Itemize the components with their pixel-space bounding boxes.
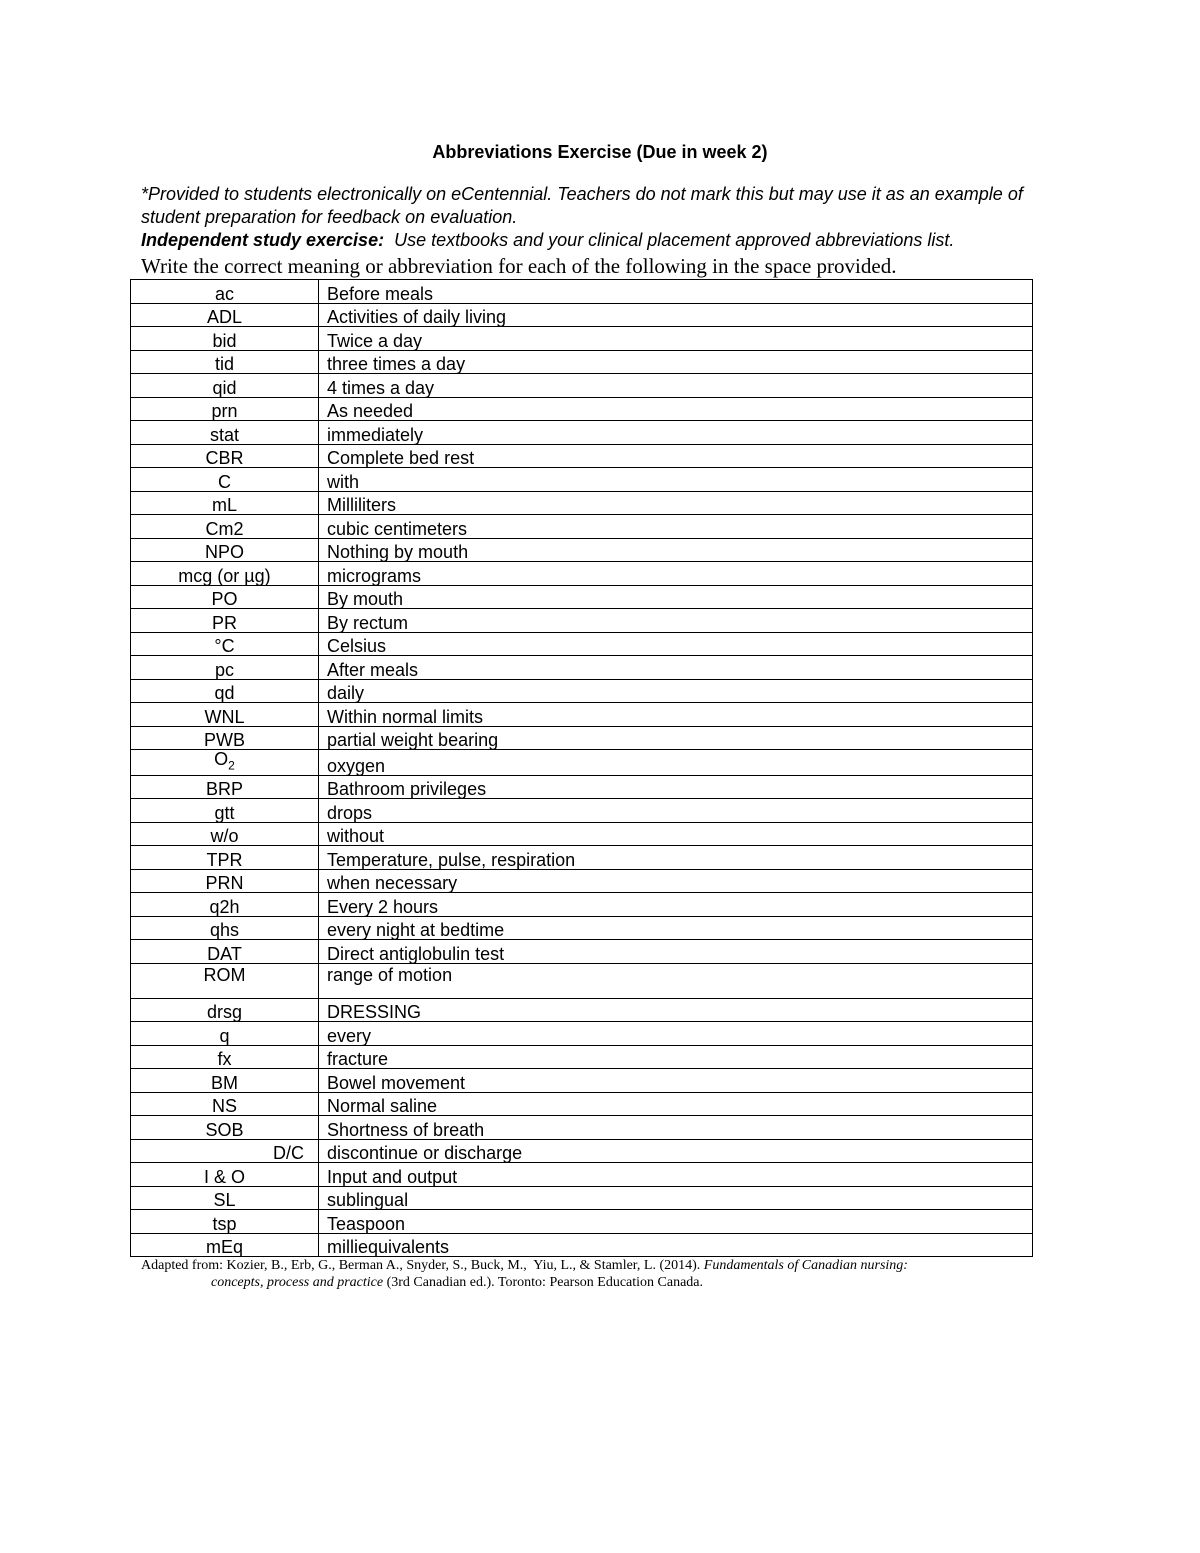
abbreviation-text: Cm2 [205, 518, 244, 539]
abbreviation-cell [131, 491, 319, 515]
abbreviation-cell [131, 869, 319, 893]
abbreviation-cell [131, 822, 319, 846]
abbreviation-cell [131, 750, 319, 776]
abbreviation-cell [131, 280, 319, 304]
abbreviation-cell [131, 998, 319, 1022]
meaning-cell: without [319, 822, 1033, 846]
abbreviation-cell [131, 1045, 319, 1069]
meaning-cell: every night at bedtime [319, 916, 1033, 940]
abbreviation-cell [131, 1163, 319, 1187]
meaning-cell: when necessary [319, 869, 1033, 893]
abbreviation-text: NS [211, 1096, 237, 1117]
meaning-cell: cubic centimeters [319, 515, 1033, 539]
study-exercise-label: Independent study exercise: [141, 230, 385, 250]
meaning-cell: Temperature, pulse, respiration [319, 846, 1033, 870]
meaning-cell: sublingual [319, 1186, 1033, 1210]
table-row [131, 1022, 1033, 1046]
abbreviation-text: WNL [204, 706, 245, 727]
abbreviation-text: TPR [206, 849, 243, 870]
table-row [131, 893, 1033, 917]
table-row [131, 632, 1033, 656]
table-row [131, 916, 1033, 940]
meaning-cell: range of motion [319, 963, 1033, 998]
abbreviation-text: SOB [205, 1119, 244, 1140]
table-row [131, 1116, 1033, 1140]
abbreviations-table [130, 279, 1033, 1257]
abbreviation-text: qid [212, 377, 237, 398]
instruction-text: Write the correct meaning or abbreviation for each of the following in the space provided. [141, 254, 897, 278]
abbreviation-text: SL [213, 1190, 236, 1211]
table-row [131, 468, 1033, 492]
meaning-cell: fracture [319, 1045, 1033, 1069]
abbreviation-text: w/o [210, 826, 239, 847]
meaning-cell: discontinue or discharge [319, 1139, 1033, 1163]
abbreviation-cell [131, 515, 319, 539]
table-row [131, 799, 1033, 823]
abbreviation-cell [131, 893, 319, 917]
table-row [131, 940, 1033, 964]
meaning-cell: milliequivalents [319, 1233, 1033, 1257]
abbreviation-text: D/C [273, 1143, 304, 1164]
table-row [131, 515, 1033, 539]
abbreviation-cell [131, 397, 319, 421]
meaning-cell: Normal saline [319, 1092, 1033, 1116]
meaning-cell: Milliliters [319, 491, 1033, 515]
abbreviation-text: tid [214, 354, 234, 374]
abbreviation-text: °C [214, 636, 235, 656]
abbreviation-text: CBR [205, 448, 244, 468]
table-row [131, 869, 1033, 893]
table-row [131, 822, 1033, 846]
table-row [131, 679, 1033, 703]
meaning-cell: Nothing by mouth [319, 538, 1033, 562]
meaning-cell: 4 times a day [319, 374, 1033, 398]
table-row [131, 1092, 1033, 1116]
table-row [131, 998, 1033, 1022]
abbreviation-cell [131, 1210, 319, 1234]
meaning-cell: Shortness of breath [319, 1116, 1033, 1140]
abbreviation-text: PRN [205, 873, 244, 894]
abbreviation-cell [131, 726, 319, 750]
citation-book-title-part-2: concepts, process and practice [211, 1275, 384, 1290]
table-row [131, 562, 1033, 586]
table-row [131, 303, 1033, 327]
table-row [131, 374, 1033, 398]
abbreviation-cell [131, 656, 319, 680]
meaning-cell: Within normal limits [319, 703, 1033, 727]
abbreviation-text: PR [211, 612, 237, 633]
abbreviation-cell [131, 846, 319, 870]
abbreviation-cell [131, 374, 319, 398]
table-row [131, 585, 1033, 609]
abbreviation-text: NPO [204, 542, 244, 562]
meaning-cell: Input and output [319, 1163, 1033, 1187]
abbreviation-text: bid [212, 330, 237, 351]
abbreviation-cell [131, 444, 319, 468]
table-row [131, 538, 1033, 562]
abbreviation-text: mEq [205, 1237, 243, 1258]
meaning-cell: Bathroom privileges [319, 775, 1033, 799]
table-row [131, 1045, 1033, 1069]
meaning-cell: Every 2 hours [319, 893, 1033, 917]
meaning-cell: three times a day [319, 350, 1033, 374]
study-exercise-line [141, 229, 1041, 252]
table-row [131, 350, 1033, 374]
intro-block [141, 183, 1041, 252]
table-row [131, 397, 1033, 421]
table-row [131, 280, 1033, 304]
abbreviation-cell [131, 1092, 319, 1116]
abbreviation-cell [131, 327, 319, 351]
citation-line-1 [141, 1257, 1041, 1274]
table-row [131, 491, 1033, 515]
citation-suffix: (3rd Canadian ed.). Toronto: Pearson Education Canada. [383, 1275, 704, 1290]
meaning-cell: Twice a day [319, 327, 1033, 351]
abbreviation-text: q [219, 1025, 230, 1046]
meaning-cell: Bowel movement [319, 1069, 1033, 1093]
abbreviation-cell [131, 1139, 319, 1163]
abbreviation-text: ROM [203, 964, 246, 985]
meaning-cell: every [319, 1022, 1033, 1046]
study-exercise-text: Use textbooks and your clinical placement approved abbreviations list. [384, 230, 955, 250]
abbreviation-cell [131, 421, 319, 445]
abbreviation-text: BM [211, 1072, 238, 1093]
abbreviation-text: drsg [206, 1002, 242, 1023]
table-row [131, 656, 1033, 680]
meaning-cell: oxygen [319, 750, 1033, 776]
table-row [131, 1186, 1033, 1210]
abbreviation-cell [131, 703, 319, 727]
abbreviation-cell [131, 1233, 319, 1257]
abbreviation-cell [131, 916, 319, 940]
meaning-cell: immediately [319, 421, 1033, 445]
table-row [131, 775, 1033, 799]
abbreviation-text: DAT [207, 943, 242, 964]
table-row [131, 609, 1033, 633]
table-row [131, 726, 1033, 750]
table-row [131, 750, 1033, 776]
abbreviation-text: BRP [205, 779, 243, 800]
table-row [131, 963, 1033, 998]
abbreviation-text: gtt [214, 802, 235, 823]
abbreviation-text: ac [214, 283, 234, 304]
meaning-cell: As needed [319, 397, 1033, 421]
abbreviation-text: C [218, 471, 231, 492]
abbreviation-cell [131, 940, 319, 964]
abbreviation-cell [131, 585, 319, 609]
meaning-cell: By mouth [319, 585, 1033, 609]
abbreviation-cell [131, 1186, 319, 1210]
citation-book-title-part-1: Fundamentals of Canadian nursing: [703, 1258, 908, 1273]
abbreviation-text: I & O [203, 1166, 245, 1187]
citation-prefix: Adapted from: Kozier, B., Erb, G., Berman A., Snyder, S., Buck, M., Yiu, L., & Stamler, L. (2014). [141, 1258, 704, 1273]
meaning-cell: Celsius [319, 632, 1033, 656]
abbreviation-text: stat [209, 424, 239, 445]
abbreviation-text: PO [211, 589, 238, 609]
meaning-cell: DRESSING [319, 998, 1033, 1022]
abbreviation-cell [131, 679, 319, 703]
abbreviation-text: fx [217, 1049, 232, 1070]
abbreviations-table-body [131, 280, 1033, 1257]
abbreviation-text: tsp [212, 1213, 237, 1234]
abbreviation-text: pc [214, 659, 234, 680]
abbreviation-cell [131, 1022, 319, 1046]
abbreviation-text: prn [211, 401, 238, 421]
table-row [131, 444, 1033, 468]
meaning-cell: Direct antiglobulin test [319, 940, 1033, 964]
meaning-cell: drops [319, 799, 1033, 823]
table-row [131, 1069, 1033, 1093]
abbreviation-cell [131, 1069, 319, 1093]
abbreviation-cell [131, 562, 319, 586]
intro-note: *Provided to students electronically on eCentennial. Teachers do not mark this but may use it as an example of student preparation for feedback on evaluation. [141, 184, 1023, 227]
abbreviation-text: q2h [209, 896, 240, 917]
abbreviation-cell [131, 632, 319, 656]
abbreviation-cell [131, 963, 319, 998]
citation-line-2 [141, 1274, 1041, 1291]
meaning-cell: with [319, 468, 1033, 492]
abbreviation-cell [131, 799, 319, 823]
abbreviation-cell [131, 1116, 319, 1140]
abbreviation-cell [131, 350, 319, 374]
table-row [131, 846, 1033, 870]
table-row [131, 1139, 1033, 1163]
abbreviation-cell [131, 775, 319, 799]
meaning-cell: Complete bed rest [319, 444, 1033, 468]
abbreviation-text: O [214, 749, 229, 769]
table-row [131, 1210, 1033, 1234]
abbreviation-text: mcg (or µg) [178, 565, 271, 586]
abbreviation-cell [131, 303, 319, 327]
abbreviation-text: qd [214, 683, 235, 703]
page-title: Abbreviations Exercise (Due in week 2) [432, 142, 768, 162]
meaning-cell: daily [319, 679, 1033, 703]
abbreviation-cell [131, 609, 319, 633]
table-row [131, 1233, 1033, 1257]
abbreviation-cell [131, 538, 319, 562]
meaning-cell: After meals [319, 656, 1033, 680]
abbreviation-text: ADL [206, 307, 242, 327]
abbreviation-cell [131, 468, 319, 492]
meaning-cell: Teaspoon [319, 1210, 1033, 1234]
meaning-cell: partial weight bearing [319, 726, 1033, 750]
citation [141, 1257, 1041, 1291]
meaning-cell: By rectum [319, 609, 1033, 633]
abbreviation-subscript: 2 [228, 758, 235, 773]
abbreviation-text: qhs [209, 920, 240, 941]
meaning-cell: micrograms [319, 562, 1033, 586]
table-row [131, 703, 1033, 727]
table-row [131, 1163, 1033, 1187]
abbreviation-text: PWB [203, 730, 245, 750]
abbreviation-text: mL [211, 495, 237, 515]
meaning-cell: Before meals [319, 280, 1033, 304]
meaning-cell: Activities of daily living [319, 303, 1033, 327]
table-row [131, 421, 1033, 445]
table-row [131, 327, 1033, 351]
